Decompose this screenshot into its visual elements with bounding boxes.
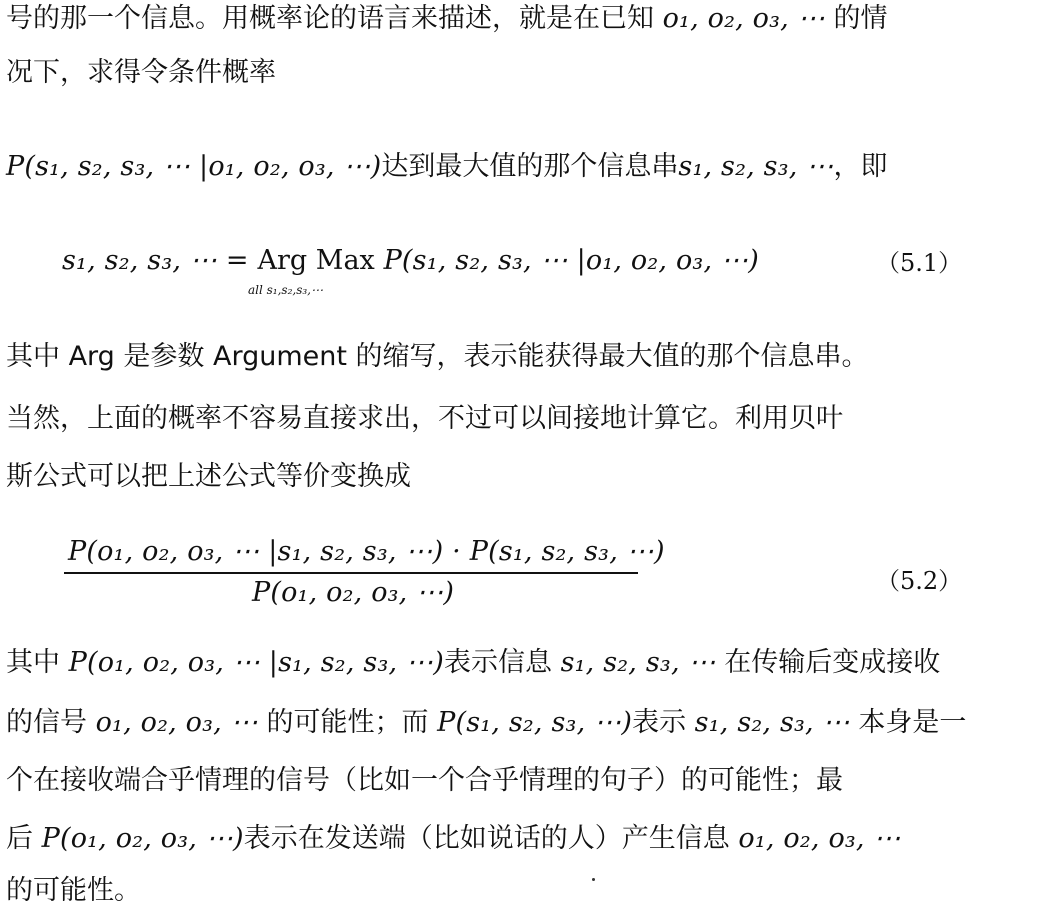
- text-run: 号的那一个信息。用概率论的语言来描述，就是在已知: [6, 3, 663, 34]
- text-run: 后: [6, 823, 42, 854]
- math-inline: o₁, o₂, o₃, ⋯: [95, 707, 258, 738]
- text-run: 表示在发送端（比如说话的人）产生信息: [243, 823, 739, 854]
- equation-5-1: [62, 244, 759, 278]
- math-inline: s₁, s₂, s₃, ⋯: [560, 647, 716, 678]
- paragraph-1-line-1: [6, 2, 888, 36]
- paragraph-4-line-4: [6, 822, 901, 856]
- text-run: 斯公式可以把上述公式等价变换成: [6, 461, 411, 492]
- equation-number-5-1: （5.1）: [876, 249, 963, 277]
- equation-rhs: P(s₁, s₂, s₃, ⋯ |o₁, o₂, o₃, ⋯): [374, 245, 759, 276]
- text-run: 况下，求得令条件概率: [6, 57, 276, 88]
- text-run: 的信号: [6, 707, 96, 738]
- paragraph-4-line-2: [6, 706, 966, 740]
- scan-speck: [592, 878, 595, 881]
- text-run: 表示: [632, 707, 695, 738]
- paragraph-4-line-3: [6, 764, 843, 798]
- text-run: 其中 Arg 是参数 Argument 的缩写，表示能获得最大值的那个信息串。: [6, 341, 869, 372]
- math-inline: P(s₁, s₂, s₃, ⋯ |o₁, o₂, o₃, ⋯): [6, 151, 382, 182]
- text-run: 个在接收端合乎情理的信号（比如一个合乎情理的句子）的可能性；最: [6, 765, 843, 796]
- text-run: 在传输后变成接收: [715, 647, 941, 678]
- equation-5-2-numerator: P(o₁, o₂, o₃, ⋯ |s₁, s₂, s₃, ⋯) · P(s₁, s₂, s₃, ⋯): [68, 536, 665, 567]
- paragraph-4-line-1: [6, 646, 940, 680]
- text-run: 本身是一: [849, 707, 967, 738]
- text-run: 的可能性。: [6, 875, 141, 906]
- math-inline: s₁, s₂, s₃, ⋯: [694, 707, 850, 738]
- equation-number-5-2: （5.2）: [876, 567, 963, 595]
- math-inline: P(o₁, o₂, o₃, ⋯): [41, 823, 244, 854]
- text-run: ，即: [833, 151, 888, 182]
- equation-lhs: s₁, s₂, s₃, ⋯ =: [62, 245, 258, 276]
- text-run: 的可能性；而: [257, 707, 438, 738]
- paragraph-3-line-3: [6, 460, 411, 494]
- equation-5-1-subscript: all s₁,s₂,s₃,⋯: [248, 283, 323, 297]
- paragraph-4-line-5: [6, 874, 141, 908]
- math-inline: P(o₁, o₂, o₃, ⋯ |s₁, s₂, s₃, ⋯): [68, 647, 444, 678]
- math-inline: o₁, o₂, o₃, ⋯: [738, 823, 901, 854]
- math-inline: o₁, o₂, o₃, ⋯: [662, 3, 825, 34]
- math-inline: s₁, s₂, s₃, ⋯: [678, 151, 834, 182]
- paragraph-1-line-2: [6, 56, 276, 90]
- text-run: 当然，上面的概率不容易直接求出，不过可以间接地计算它。利用贝叶: [6, 403, 843, 434]
- text-run: 的情: [824, 3, 888, 34]
- equation-operator: Arg Max: [257, 245, 375, 276]
- equation-5-2-denominator: P(o₁, o₂, o₃, ⋯): [252, 577, 455, 608]
- paragraph-2-line-1: [6, 150, 888, 184]
- text-run: 表示信息: [443, 647, 561, 678]
- math-inline: P(s₁, s₂, s₃, ⋯): [437, 707, 633, 738]
- text-run: 其中: [6, 647, 69, 678]
- paragraph-3-line-1: [6, 340, 869, 374]
- text-run: 达到最大值的那个信息串: [381, 151, 679, 182]
- fraction-bar: [64, 572, 638, 574]
- paragraph-3-line-2: [6, 402, 843, 436]
